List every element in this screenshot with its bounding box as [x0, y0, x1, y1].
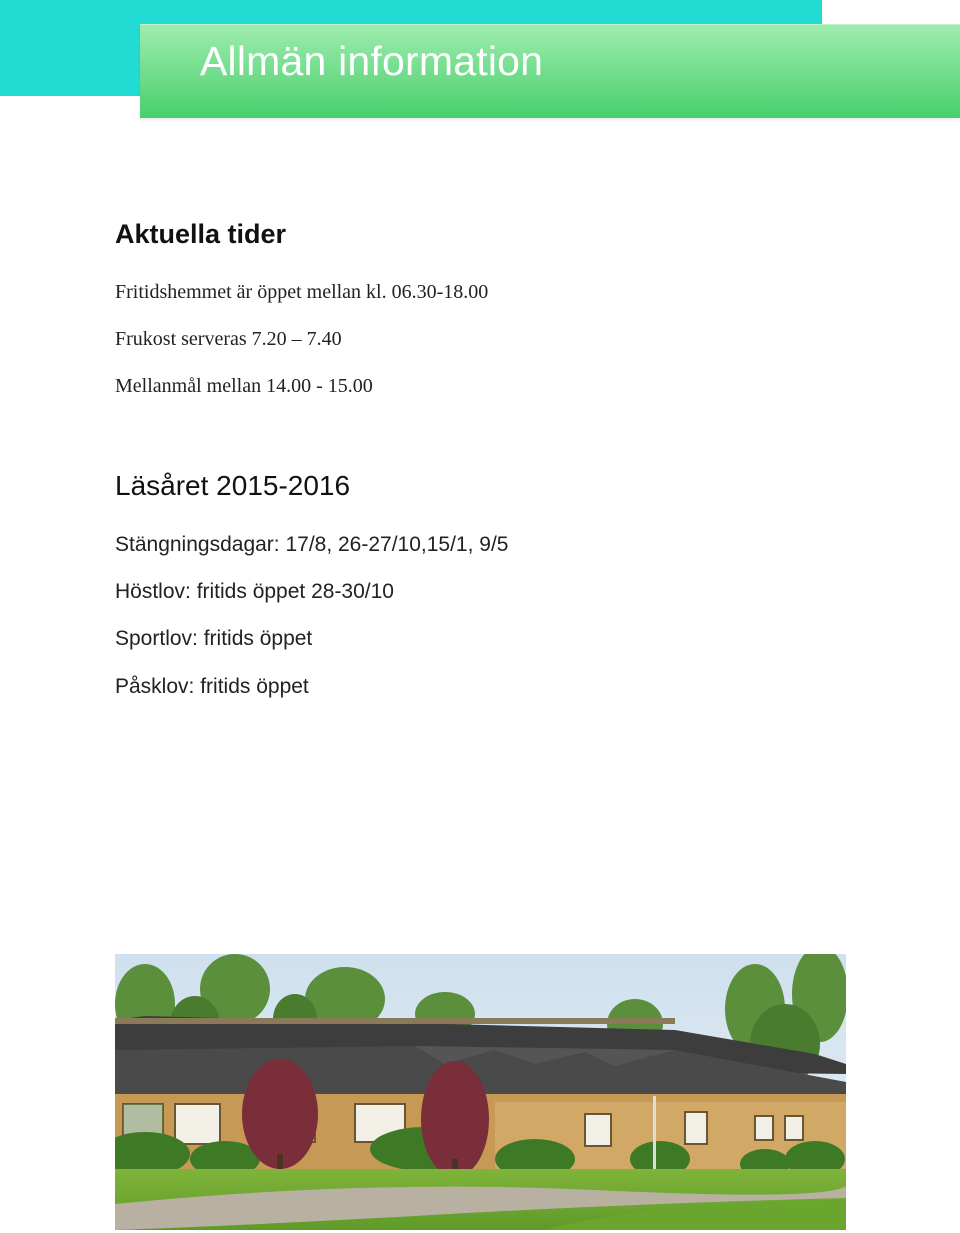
easter-break-text: Påsklov: fritids öppet	[115, 675, 309, 698]
times-heading: Aktuella tider	[115, 219, 287, 249]
breakfast-text: Frukost serveras 7.20 – 7.40	[115, 328, 342, 350]
sports-break-text: Sportlov: fritids öppet	[115, 627, 313, 650]
school-year-heading: Läsåret 2015-2016	[115, 470, 351, 501]
page-title: Allmän information	[200, 38, 544, 84]
school-building-photo	[115, 954, 846, 1230]
autumn-break-text: Höstlov: fritids öppet 28-30/10	[115, 580, 394, 603]
opening-hours-text: Fritidshemmet är öppet mellan kl. 06.30-18.00	[115, 281, 489, 303]
snack-text: Mellanmål mellan 14.00 - 15.00	[115, 375, 373, 397]
closing-days-text: Stängningsdagar: 17/8, 26-27/10,15/1, 9/5	[115, 533, 509, 556]
